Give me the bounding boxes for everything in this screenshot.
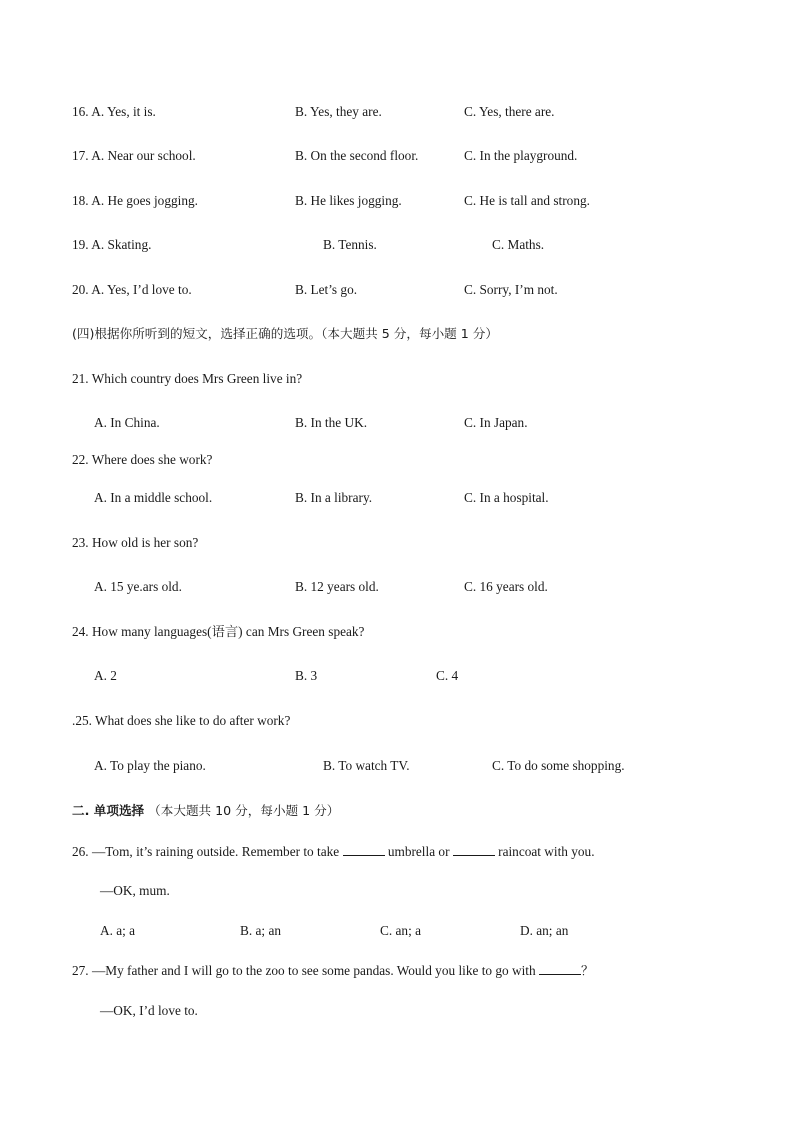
- item-20-option-c: C. Sorry, I’m not.: [464, 282, 558, 297]
- section-2-heading-note: （本大题共 10 分，每小题 1 分）: [148, 803, 340, 818]
- item-20-option-b: B. Let’s go.: [295, 282, 358, 297]
- question-27-text: 27. —My father and I will go to the zoo to see some pandas. Would you like to go with: [72, 963, 539, 978]
- question-25: .25. What does she like to do after work?: [72, 713, 291, 728]
- question-23-option-b: B. 12 years old.: [295, 579, 379, 594]
- question-26-option-c: C. an; a: [380, 923, 421, 938]
- item-20-option-a: 20. A. Yes, I’d love to.: [72, 282, 192, 297]
- question-26-text-1: 26. —Tom, it’s raining outside. Remember to take: [72, 844, 343, 859]
- item-19-option-c: C. Maths.: [492, 237, 545, 252]
- item-19-option-b: B. Tennis.: [323, 237, 377, 252]
- answer-blank: [343, 843, 385, 856]
- question-24-option-c: C. 4: [436, 668, 459, 683]
- question-24-option-b: B. 3: [295, 668, 318, 683]
- question-21-option-c: C. In Japan.: [464, 415, 528, 430]
- question-25-option-c: C. To do some shopping.: [492, 758, 625, 773]
- question-21: 21. Which country does Mrs Green live in?: [72, 371, 303, 386]
- item-16-option-c: C. Yes, there are.: [464, 104, 555, 119]
- section-2-heading: [72, 802, 339, 820]
- question-26: [72, 843, 595, 861]
- question-26-option-b: B. a; an: [240, 923, 281, 938]
- item-17-option-a: 17. A. Near our school.: [72, 148, 196, 163]
- item-19-option-a: 19. A. Skating.: [72, 237, 152, 252]
- item-16-option-b: B. Yes, they are.: [295, 104, 382, 119]
- answer-blank: [453, 843, 495, 856]
- question-22-option-c: C. In a hospital.: [464, 490, 549, 505]
- question-22: 22. Where does she work?: [72, 452, 213, 467]
- question-26-option-a: A. a; a: [100, 923, 136, 938]
- item-18-option-a: 18. A. He goes jogging.: [72, 193, 198, 208]
- question-26-reply: —OK, mum.: [100, 883, 170, 898]
- question-24-option-a: A. 2: [94, 668, 117, 683]
- question-22-option-b: B. In a library.: [295, 490, 373, 505]
- question-23-option-c: C. 16 years old.: [464, 579, 548, 594]
- question-26-text-3: raincoat with you.: [494, 844, 595, 859]
- item-17-option-c: C. In the playground.: [464, 148, 578, 163]
- item-17-option-b: B. On the second floor.: [295, 148, 419, 163]
- question-25-option-b: B. To watch TV.: [323, 758, 410, 773]
- question-23-option-a: A. 15 ye.ars old.: [94, 579, 182, 594]
- question-26-text-2: umbrella or: [384, 844, 453, 859]
- question-26-option-d: D. an; an: [520, 923, 569, 938]
- item-18-option-b: B. He likes jogging.: [295, 193, 402, 208]
- answer-blank: [539, 962, 581, 975]
- question-21-option-b: B. In the UK.: [295, 415, 368, 430]
- item-18-option-c: C. He is tall and strong.: [464, 193, 590, 208]
- section-2-heading-title: 二. 单项选择: [72, 803, 145, 818]
- question-22-option-a: A. In a middle school.: [94, 490, 213, 505]
- section-4-heading: (四)根据你所听到的短文，选择正确的选项。（本大题共 5 分，每小题 1 分）: [72, 326, 498, 341]
- question-27-mark: ？: [580, 963, 594, 978]
- question-23: 23. How old is her son?: [72, 535, 199, 550]
- question-27: [72, 962, 594, 980]
- item-16-option-a: 16. A. Yes, it is.: [72, 104, 156, 119]
- question-25-option-a: A. To play the piano.: [94, 758, 206, 773]
- question-21-option-a: A. In China.: [94, 415, 160, 430]
- question-24: 24. How many languages(语言) can Mrs Green speak?: [72, 624, 365, 639]
- question-27-reply: —OK, I’d love to.: [100, 1003, 198, 1018]
